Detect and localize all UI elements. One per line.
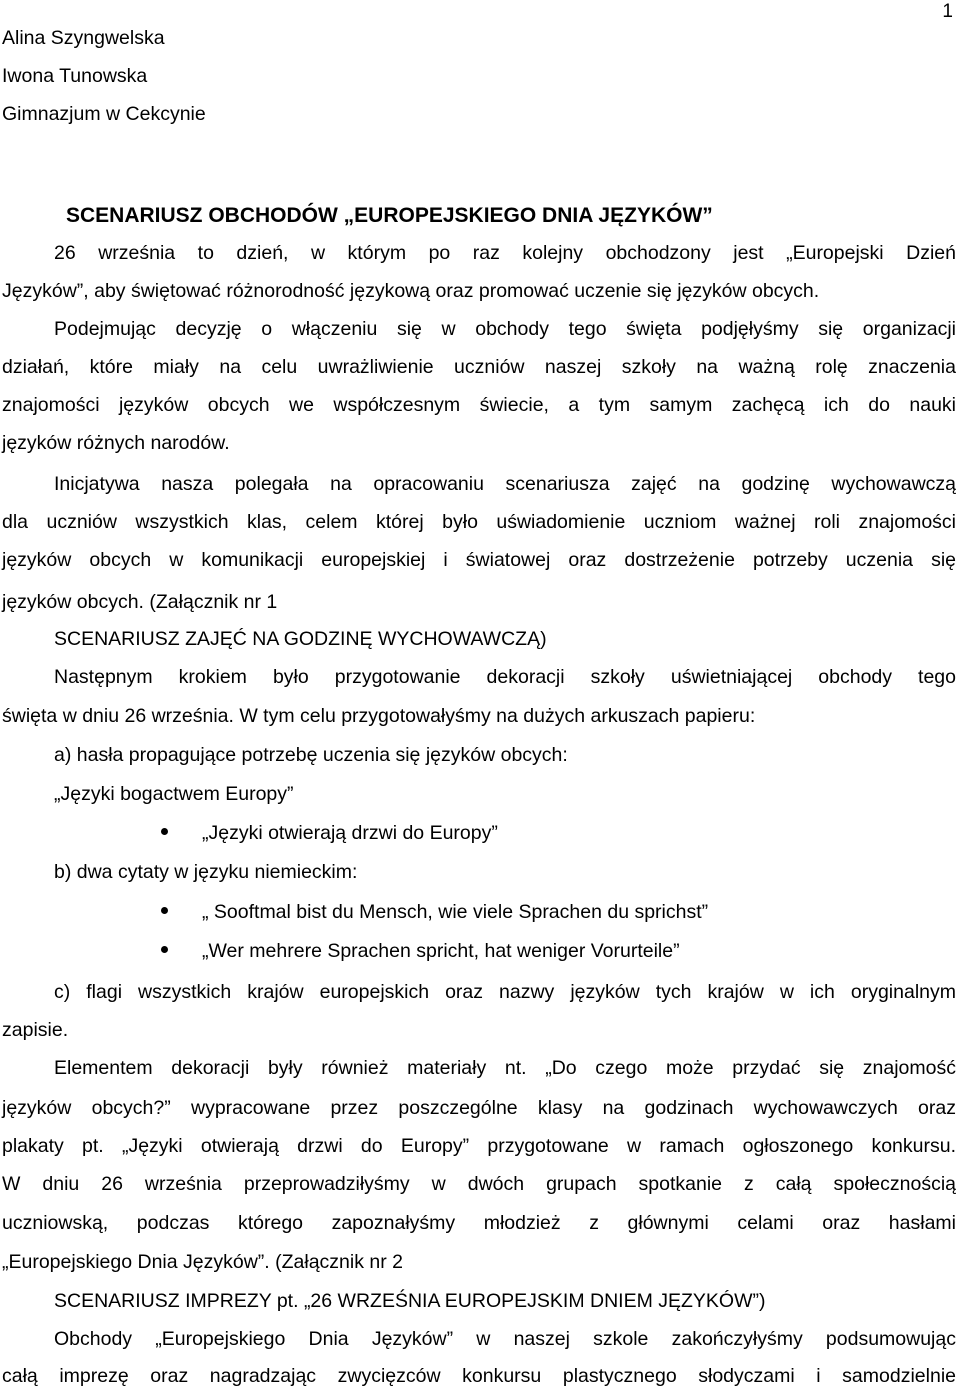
text-line: Obchody „Europejskiego Dnia Języków” w naszej szkole zakończyłyśmy podsumowując xyxy=(54,1328,956,1350)
bullet-item xyxy=(161,900,708,924)
bullet-icon xyxy=(161,828,168,835)
bullet-icon xyxy=(161,907,168,914)
bullet-text: „ Sooftmal bist du Mensch, wie viele Sprachen du sprichst” xyxy=(202,901,709,923)
text-line: plakaty pt. „Języki otwierają drzwi do Europy” przygotowane w ramach ogłoszonego konkursu. xyxy=(2,1135,956,1157)
text-line: znajomości języków obcych we współczesnym świecie, a tym samym zachęcą ich do nauki xyxy=(2,394,956,416)
bullet-icon xyxy=(161,946,168,953)
bullet-item xyxy=(161,939,680,963)
text-line: 26 września to dzień, w którym po raz kolejny obchodzony jest „Europejski Dzień xyxy=(54,242,956,264)
text-line: „Europejskiego Dnia Języków”. (Załącznik nr 2 xyxy=(2,1251,403,1273)
text-line: Podejmując decyzję o włączeniu się w obchody tego święta podjęłyśmy się organizacji xyxy=(54,318,956,340)
author-name: Alina Szyngwelska xyxy=(2,27,165,49)
author-name: Iwona Tunowska xyxy=(2,65,148,87)
bullet-text: „Języki otwierają drzwi do Europy” xyxy=(202,822,498,844)
bullet-text: „Wer mehrere Sprachen spricht, hat weniger Vorurteile” xyxy=(202,940,680,962)
list-item: b) dwa cytaty w języku niemieckim: xyxy=(54,861,358,883)
page-number: 1 xyxy=(942,1,953,22)
text-line: święta w dniu 26 września. W tym celu przygotowałyśmy na dużych arkuszach papieru: xyxy=(2,705,756,727)
text-line: języków obcych w komunikacji europejskiej i światowej oraz dostrzeżenie potrzeby uczenia się xyxy=(2,549,956,571)
text-line: języków obcych?” wypracowane przez poszczególne klasy na godzinach wychowawczych oraz xyxy=(2,1097,956,1119)
school-name: Gimnazjum w Cekcynie xyxy=(2,103,206,125)
text-line: działań, które miały na celu uwrażliwienie uczniów naszej szkoły na ważną rolę znaczenia xyxy=(2,356,956,378)
list-item: a) hasła propagujące potrzebę uczenia się języków obcych: xyxy=(54,744,568,766)
text-line: Następnym krokiem było przygotowanie dekoracji szkoły uświetniającej obchody tego xyxy=(54,666,956,688)
text-line: W dniu 26 września przeprowadziłyśmy w dwóch grupach spotkanie z całą społecznością xyxy=(2,1173,956,1195)
text-line: SCENARIUSZ IMPREZY pt. „26 WRZEŚNIA EUROPEJSKIM DNIEM JĘZYKÓW”) xyxy=(54,1290,766,1312)
list-item: c) flagi wszystkich krajów europejskich oraz nazwy języków tych krajów w ich oryginalnym xyxy=(54,981,956,1003)
text-line: dla uczniów wszystkich klas, celem której było uświadomienie uczniom ważnej roli znajomości xyxy=(2,511,956,533)
text-line: Elementem dekoracji były również materiały nt. „Do czego może przydać się znajomość xyxy=(54,1057,956,1079)
text-line: zapisie. xyxy=(2,1019,69,1041)
text-line: SCENARIUSZ ZAJĘĆ NA GODZINĘ WYCHOWAWCZĄ) xyxy=(54,628,547,650)
slogan-line: „Języki bogactwem Europy” xyxy=(54,783,294,805)
text-line: Inicjatywa nasza polegała na opracowaniu scenariusza zajęć na godzinę wychowawczą xyxy=(54,473,956,495)
text-line: języków obcych. (Załącznik nr 1 xyxy=(2,591,278,613)
document-title: SCENARIUSZ OBCHODÓW „EUROPEJSKIEGO DNIA JĘZYKÓW” xyxy=(66,204,713,227)
text-line: Języków”, aby świętować różnorodność językową oraz promować uczenie się języków obcych. xyxy=(2,280,820,302)
bullet-item xyxy=(161,821,498,845)
text-line: uczniowską, podczas którego zapoznałyśmy młodzież z głównymi celami oraz hasłami xyxy=(2,1212,956,1234)
text-line: całą imprezę oraz nagradzając zwycięzców konkursu plastycznego słodyczami i samodzielnie xyxy=(2,1365,956,1387)
text-line: języków różnych narodów. xyxy=(2,432,230,454)
